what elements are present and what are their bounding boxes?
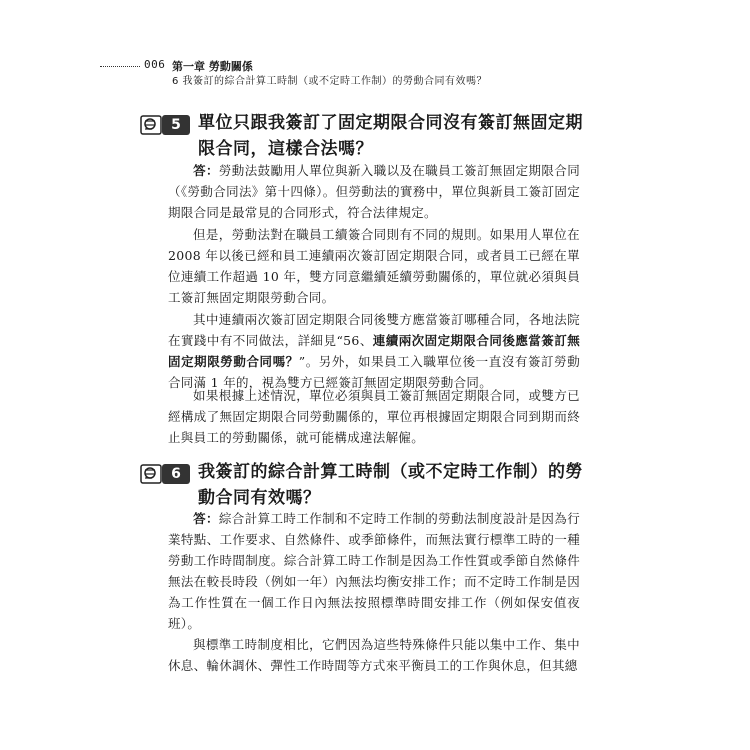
header-dotted-rule	[100, 66, 140, 67]
cross-reference-title: 連續兩次固定期限合同後應當簽訂無固定期限勞動合同嗎？	[168, 333, 580, 369]
question-number: 6	[162, 464, 190, 484]
question-title: 單位只跟我簽訂了固定期限合同沒有簽訂無固定期限合同，這樣合法嗎？	[198, 113, 583, 159]
question-title: 我簽訂的綜合計算工時制（或不定時工作制）的勞動合同有效嗎？	[198, 462, 583, 508]
q5-answer-paragraph-1	[168, 160, 580, 223]
q6-paragraph-2: 與標準工時制度相比，它們因為這些特殊條件只能以集中工作、集中休息、輪休調休、彈性工作時間等方式來平衡員工的工作與休息，但其總	[168, 637, 580, 673]
chapter-title: 第一章 勞動關係	[172, 60, 253, 73]
header-subtitle: 6 我簽訂的綜合計算工時制（或不定時工作制）的勞動合同有效嗎？	[172, 76, 488, 87]
question-badge	[140, 112, 194, 138]
q5-paragraph-3	[168, 309, 580, 393]
question-badge	[140, 461, 194, 487]
paragraph-text: 其中連續兩次簽訂固定期限合同後雙方應當簽訂哪種合同，各地法院在實踐中有不同做法，詳細見“56、	[168, 312, 580, 348]
paragraph-text: ”。另外，如果員工入職單位後一直沒有簽訂勞動合同滿 1 年的，視為雙方已經簽訂無固定期限勞動合同。	[168, 354, 580, 390]
page-number: 006	[144, 58, 166, 71]
answer-label: 答：	[193, 163, 219, 178]
question-6-heading	[140, 457, 590, 513]
answer-text: 勞動法鼓勵用人單位與新入職以及在職員工簽訂無固定期限合同（《勞動合同法》第十四條）。但勞動法的實務中，單位與新員工簽訂固定期限合同是最常見的合同形式，符合法律規定。	[168, 163, 580, 220]
running-header	[100, 58, 660, 88]
question-5-heading	[140, 108, 590, 164]
q5-paragraph-4: 如果根據上述情況，單位必須與員工簽訂無固定期限合同，或雙方已經構成了無固定期限合同勞動關係的，單位再根據固定期限合同到期而終止與員工的勞動關係，就可能構成違法解僱。	[168, 388, 580, 445]
q6-answer-paragraph-1	[168, 508, 580, 634]
question-number: 5	[162, 115, 190, 135]
q5-paragraph-2: 但是，勞動法對在職員工續簽合同則有不同的規則。如果用人單位在2008 年以後已經和員工連續兩次簽訂固定期限合同，或者員工已經在單位連續工作超過 10 年，雙方同意繼續延續勞動關係的，單位就必須與員工簽訂無固定期限勞動合同。	[168, 227, 580, 305]
answer-text: 綜合計算工時工作制和不定時工作制的勞動法制度設計是因為行業特點、工作要求、自然條件、或季節條件，而無法實行標準工時的一種勞動工作時間制度。綜合計算工時工作制是因為工作性質或季節自然條件無法在較長時段（例如一年）內無法均衡安排工作；而不定時工作制是因為工作性質在一個工作日內無法按照標準時間安排工作（例如保安值夜班）。	[168, 511, 580, 631]
answer-label: 答：	[193, 511, 219, 526]
